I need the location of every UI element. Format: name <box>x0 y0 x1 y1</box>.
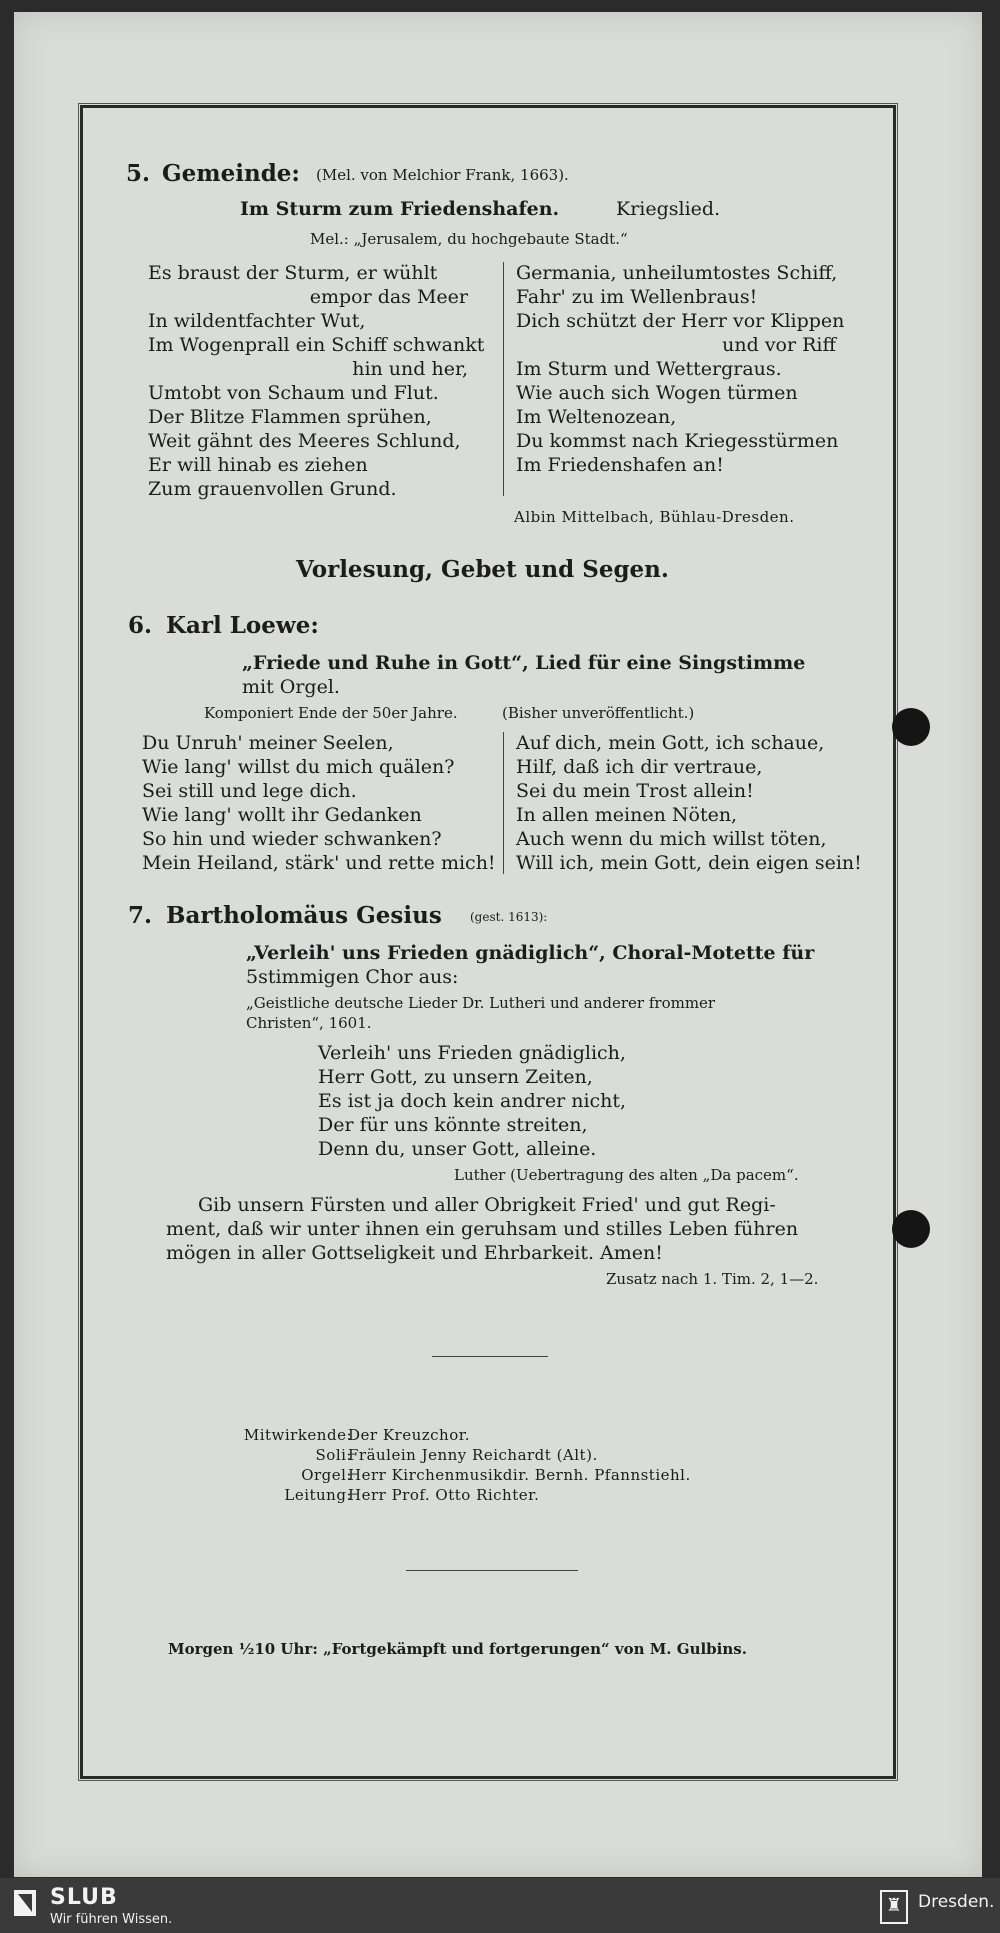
section-6-number: 6. <box>128 612 153 639</box>
section-6-composition-note: Komponiert Ende der 50er Jahre. <box>204 704 458 722</box>
section-6-right-line-4: In allen meinen Nöten, <box>516 804 738 826</box>
punch-hole-bottom <box>892 1210 930 1248</box>
announcement-time: ½10 Uhr: <box>238 1640 318 1658</box>
section-6-unpublished-note: (Bisher unveröffentlicht.) <box>502 704 695 722</box>
section-5-column-divider <box>503 262 504 496</box>
credit-organ: Herr Kirchenmusikdir. Bernh. Pfannstiehl. <box>348 1466 691 1484</box>
section-5-genre: Kriegslied. <box>616 198 721 220</box>
credit-role-performers: Mitwirkende: <box>243 1426 352 1444</box>
separator-rule-1 <box>432 1356 548 1357</box>
credit-role-conductor: Leitung: <box>284 1486 352 1504</box>
section-7-verse-line-1: Verleih' uns Frieden gnädiglich, <box>318 1042 626 1064</box>
section-5-right-line-6: Wie auch sich Wogen türmen <box>516 382 798 404</box>
section-6-right-line-1: Auf dich, mein Gott, ich schaue, <box>516 732 825 754</box>
section-6-left-line-2: Wie lang' willst du mich quälen? <box>142 756 455 778</box>
section-5-left-line-9: Er will hinab es ziehen <box>148 454 368 476</box>
section-7-verse-line-4: Der für uns könnte streiten, <box>318 1114 588 1136</box>
section-7-translation-credit: Luther (Uebertragung des alten „Da pacem“. <box>454 1166 799 1184</box>
section-6-title-line-1: „Friede und Ruhe in Gott“, Lied für eine Singstimme <box>242 652 806 674</box>
section-6-right-line-3: Sei du mein Trost allein! <box>516 780 754 802</box>
section-6-left-line-3: Sei still und lege dich. <box>142 780 357 802</box>
section-5-right-line-5: Im Sturm und Wettergraus. <box>516 358 782 380</box>
section-7-prayer-line-2: ment, daß wir unter ihnen ein geruhsam und stilles Leben führen <box>166 1218 799 1240</box>
section-7-heading: Bartholomäus Gesius <box>166 902 442 929</box>
section-7-verse-line-3: Es ist ja doch kein andrer nicht, <box>318 1090 627 1112</box>
slub-logo-icon <box>14 1890 36 1916</box>
section-7-dates: (gest. 1613): <box>470 910 548 924</box>
section-7-verse-line-5: Denn du, unser Gott, alleine. <box>318 1138 597 1160</box>
section-5-heading: Gemeinde: <box>162 160 300 187</box>
footer-tagline: Wir führen Wissen. <box>50 1912 173 1927</box>
announcement-title: „Fortgekämpft und fortgerungen“ <box>323 1640 610 1658</box>
section-5-right-line-4: und vor Riff <box>722 334 836 356</box>
footer-bar <box>0 1878 1000 1933</box>
section-6-heading: Karl Loewe: <box>166 612 319 639</box>
section-6-right-line-6: Will ich, mein Gott, dein eigen sein! <box>516 852 862 874</box>
section-5-right-line-8: Du kommst nach Kriegesstürmen <box>516 430 839 452</box>
section-7-source-line-1: „Geistliche deutsche Lieder Dr. Lutheri und anderer frommer <box>246 994 716 1012</box>
section-6-column-divider <box>503 732 504 874</box>
section-6-left-line-4: Wie lang' wollt ihr Gedanken <box>142 804 422 826</box>
section-5-right-line-2: Fahr' zu im Wellenbraus! <box>516 286 758 308</box>
section-5-left-line-8: Weit gähnt des Meeres Schlund, <box>148 430 461 452</box>
section-5-right-line-3: Dich schützt der Herr vor Klippen <box>516 310 845 332</box>
punch-hole-top <box>892 708 930 746</box>
credit-role-soloist: Soli: <box>315 1446 352 1464</box>
section-7-prayer-line-3: mögen in aller Gottseligkeit und Ehrbarkeit. Amen! <box>166 1242 663 1264</box>
section-7-number: 7. <box>128 902 153 929</box>
section-5-author: Albin Mittelbach, Bühlau-Dresden. <box>514 508 795 526</box>
section-5-left-line-7: Der Blitze Flammen sprühen, <box>148 406 432 428</box>
section-5-melody-credit: (Mel. von Melchior Frank, 1663). <box>316 166 569 184</box>
separator-rule-2 <box>406 1570 578 1571</box>
section-6-right-line-5: Auch wenn du mich willst töten, <box>516 828 827 850</box>
section-5-left-line-3: In wildentfachter Wut, <box>148 310 366 332</box>
section-7-verse-line-2: Herr Gott, zu unsern Zeiten, <box>318 1066 593 1088</box>
section-5-left-line-10: Zum grauenvollen Grund. <box>148 478 397 500</box>
section-6-left-line-1: Du Unruh' meiner Seelen, <box>142 732 394 754</box>
section-5-left-line-2: empor das Meer <box>309 286 468 308</box>
section-6-title-line-2: mit Orgel. <box>242 676 340 698</box>
credit-performers: Der Kreuzchor. <box>348 1426 471 1444</box>
section-5-melody: Mel.: „Jerusalem, du hochgebaute Stadt.“ <box>310 230 628 248</box>
section-5-right-line-7: Im Weltenozean, <box>516 406 677 428</box>
credit-conductor: Herr Prof. Otto Richter. <box>348 1486 540 1504</box>
section-7-addition: Zusatz nach 1. Tim. 2, 1—2. <box>606 1270 819 1288</box>
section-5-right-line-9: Im Friedenshafen an! <box>516 454 724 476</box>
footer-city: Dresden. <box>918 1892 995 1912</box>
section-6-left-line-5: So hin und wieder schwanken? <box>142 828 442 850</box>
section-5-title: Im Sturm zum Friedenshafen. <box>240 198 560 220</box>
section-6-right-line-2: Hilf, daß ich dir vertraue, <box>516 756 763 778</box>
footer-brand: SLUB <box>50 1885 118 1910</box>
announcement-pre: Morgen <box>168 1640 234 1658</box>
section-5-number: 5. <box>126 160 151 187</box>
credit-role-organ: Orgel: <box>301 1466 352 1484</box>
section-5-left-line-5: hin und her, <box>352 358 468 380</box>
section-5-left-line-6: Umtobt von Schaum und Flut. <box>148 382 439 404</box>
section-6-left-line-6: Mein Heiland, stärk' und rette mich! <box>142 852 496 874</box>
section-7-source-line-2: Christen“, 1601. <box>246 1014 372 1032</box>
section-7-title-line-2: 5stimmigen Chor aus: <box>246 966 459 988</box>
bleed-through-text <box>140 38 940 68</box>
credit-soloist: Fräulein Jenny Reichardt (Alt). <box>348 1446 598 1464</box>
section-7-title-line-1: „Verleih' uns Frieden gnädiglich“, Choral-Motette für <box>246 942 815 964</box>
interlude-heading: Vorlesung, Gebet und Segen. <box>296 556 669 583</box>
announcement <box>168 1640 747 1658</box>
section-5-left-line-4: Im Wogenprall ein Schiff schwankt <box>148 334 485 356</box>
dresden-crest-icon: ♜ <box>880 1890 908 1924</box>
announcement-composer: von M. Gulbins. <box>614 1640 747 1658</box>
section-5-right-line-1: Germania, unheilumtostes Schiff, <box>516 262 838 284</box>
section-5-left-line-1: Es braust der Sturm, er wühlt <box>148 262 438 284</box>
section-7-prayer-line-1: Gib unsern Fürsten und aller Obrigkeit Fried' und gut Regi- <box>198 1194 776 1216</box>
